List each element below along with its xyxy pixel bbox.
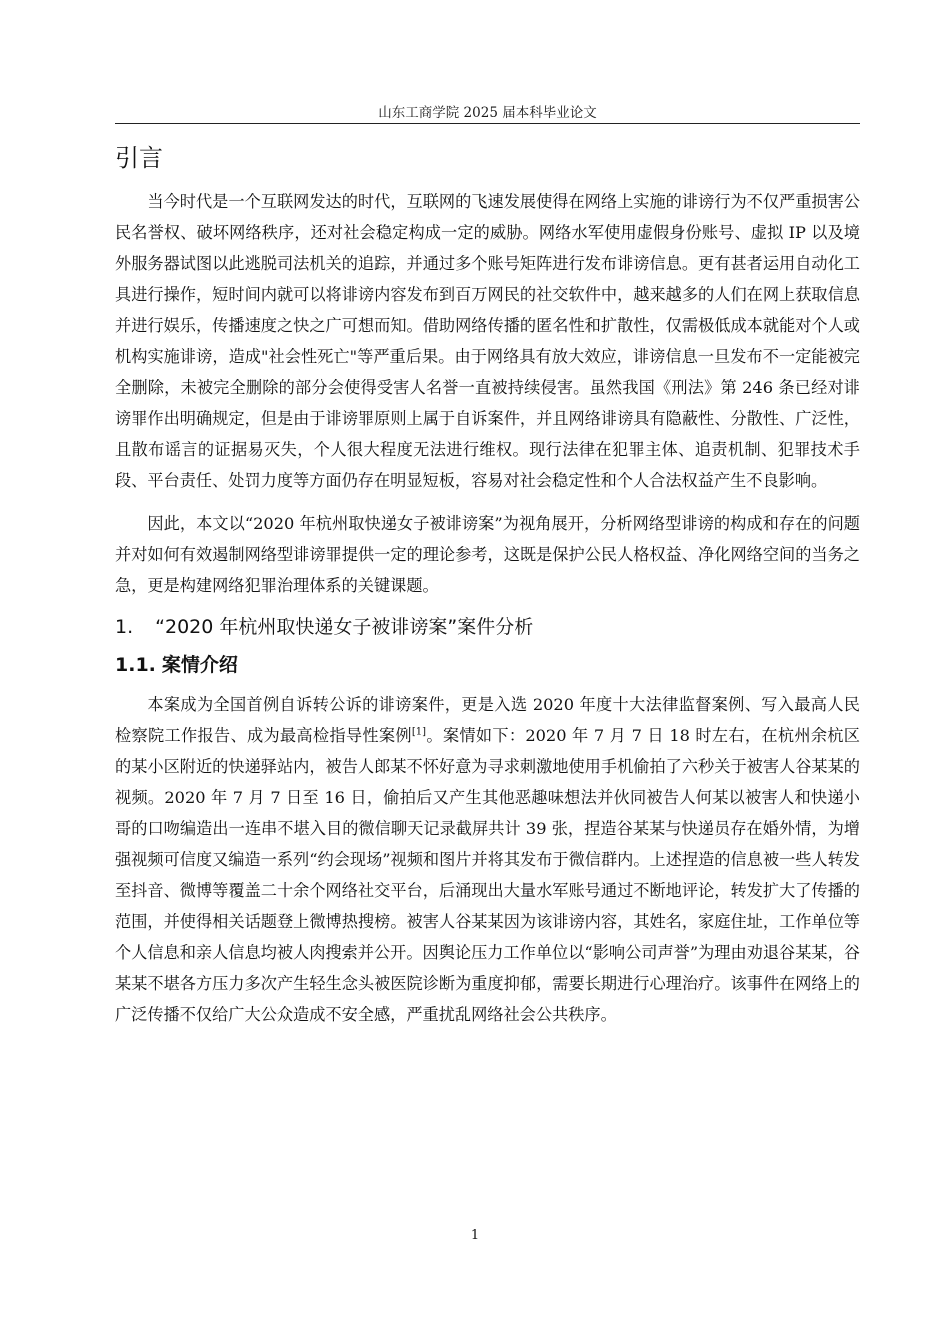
section-1-title: “2020 年杭州取快递女子被诽谤案”案件分析	[155, 616, 534, 638]
header-divider	[115, 123, 860, 124]
case-text-part-1: 本案成为全国首例自诉转公诉的诽谤案件，更是入选 2020 年度十大法律监督案例、写入最高人民检察院工作报告、成为最高检指导性案例	[115, 695, 860, 745]
document-body	[115, 140, 860, 1030]
intro-paragraph-2: 因此，本文以“2020 年杭州取快递女子被诽谤案”为视角展开，分析网络型诽谤的构成和存在的问题并对如何有效遏制网络型诽谤罪提供一定的理论参考，这既是保护公民人格权益、净化网络空间的当务之急，更是构建网络犯罪治理体系的关键课题。	[115, 514, 860, 595]
section-1-1-number: 1.1.	[115, 654, 156, 676]
page-header: 山东工商学院 2025 届本科毕业论文	[378, 105, 597, 121]
case-paragraph	[115, 689, 860, 1030]
intro-heading: 引言	[115, 144, 163, 172]
case-text-part-2: 。案情如下：2020 年 7 月 7 日 18 时左右，在杭州余杭区的某小区附近的快递驿站内，被告人郎某不怀好意为寻求刺激地使用手机偷拍了六秒关于被害人谷某某的视频。2020 年 7 月 7 日至 16 日，偷拍后又产生其他恶趣味想法并伙同被告人何某以被害人和快递小哥的口吻编造出一连串不堪入目的微信聊天记录截屏共计 39 张，捏造谷某某与快递员存在婚外情，为增强视频可信度又编造一系列“约会现场”视频和图片并将其发布于微信群内。上述捏造的信息被一些人转发至抖音、微博等覆盖二十余个网络社交平台，后涌现出大量水军账号通过不断地评论，转发扩大了传播的范围，并使得相关话题登上微博热搜榜。被害人谷某某因为该诽谤内容，其姓名，家庭住址，工作单位等个人信息和亲人信息均被人肉搜索并公开。因舆论压力工作单位以“影响公司声誉”为理由劝退谷某某，谷某某不堪各方压力多次产生轻生念头被医院诊断为重度抑郁，需要长期进行心理治疗。该事件在网络上的广泛传播不仅给广大公众造成不安全感，严重扰乱网络社会公共秩序。	[115, 726, 860, 1024]
section-1-heading	[115, 613, 860, 641]
intro-paragraph-1: 当今时代是一个互联网发达的时代，互联网的飞速发展使得在网络上实施的诽谤行为不仅严重损害公民名誉权、破坏网络秩序，还对社会稳定构成一定的威胁。网络水军使用虚假身份账号、虚拟 IP 以及境外服务器试图以此逃脱司法机关的追踪，并通过多个账号矩阵进行发布诽谤信息。更有甚者运用自动化工具进行操作，短时间内就可以将诽谤内容发布到百万网民的社交软件中，越来越多的人们在网上获取信息并进行娱乐，传播速度之快之广可想而知。借助网络传播的匿名性和扩散性，仅需极低成本就能对个人或机构实施诽谤，造成"社会性死亡"等严重后果。由于网络具有放大效应，诽谤信息一旦发布不一定能被完全删除，未被完全删除的部分会使得受害人名誉一直被持续侵害。虽然我国《刑法》第 246 条已经对诽谤罪作出明确规定，但是由于诽谤罪原则上属于自诉案件，并且网络诽谤具有隐蔽性、分散性、广泛性，且散布谣言的证据易灭失，个人很大程度无法进行维权。现行法律在犯罪主体、追责机制、犯罪技术手段、平台责任、处罚力度等方面仍存在明显短板，容易对社会稳定性和个人合法权益产生不良影响。	[115, 192, 860, 490]
section-1-1-title: 案情介绍	[161, 654, 238, 676]
section-1-1-heading	[115, 651, 860, 679]
section-1-number: 1.	[115, 616, 134, 638]
page-number: 1	[470, 1228, 480, 1243]
citation-link[interactable]: [1]	[411, 726, 427, 738]
